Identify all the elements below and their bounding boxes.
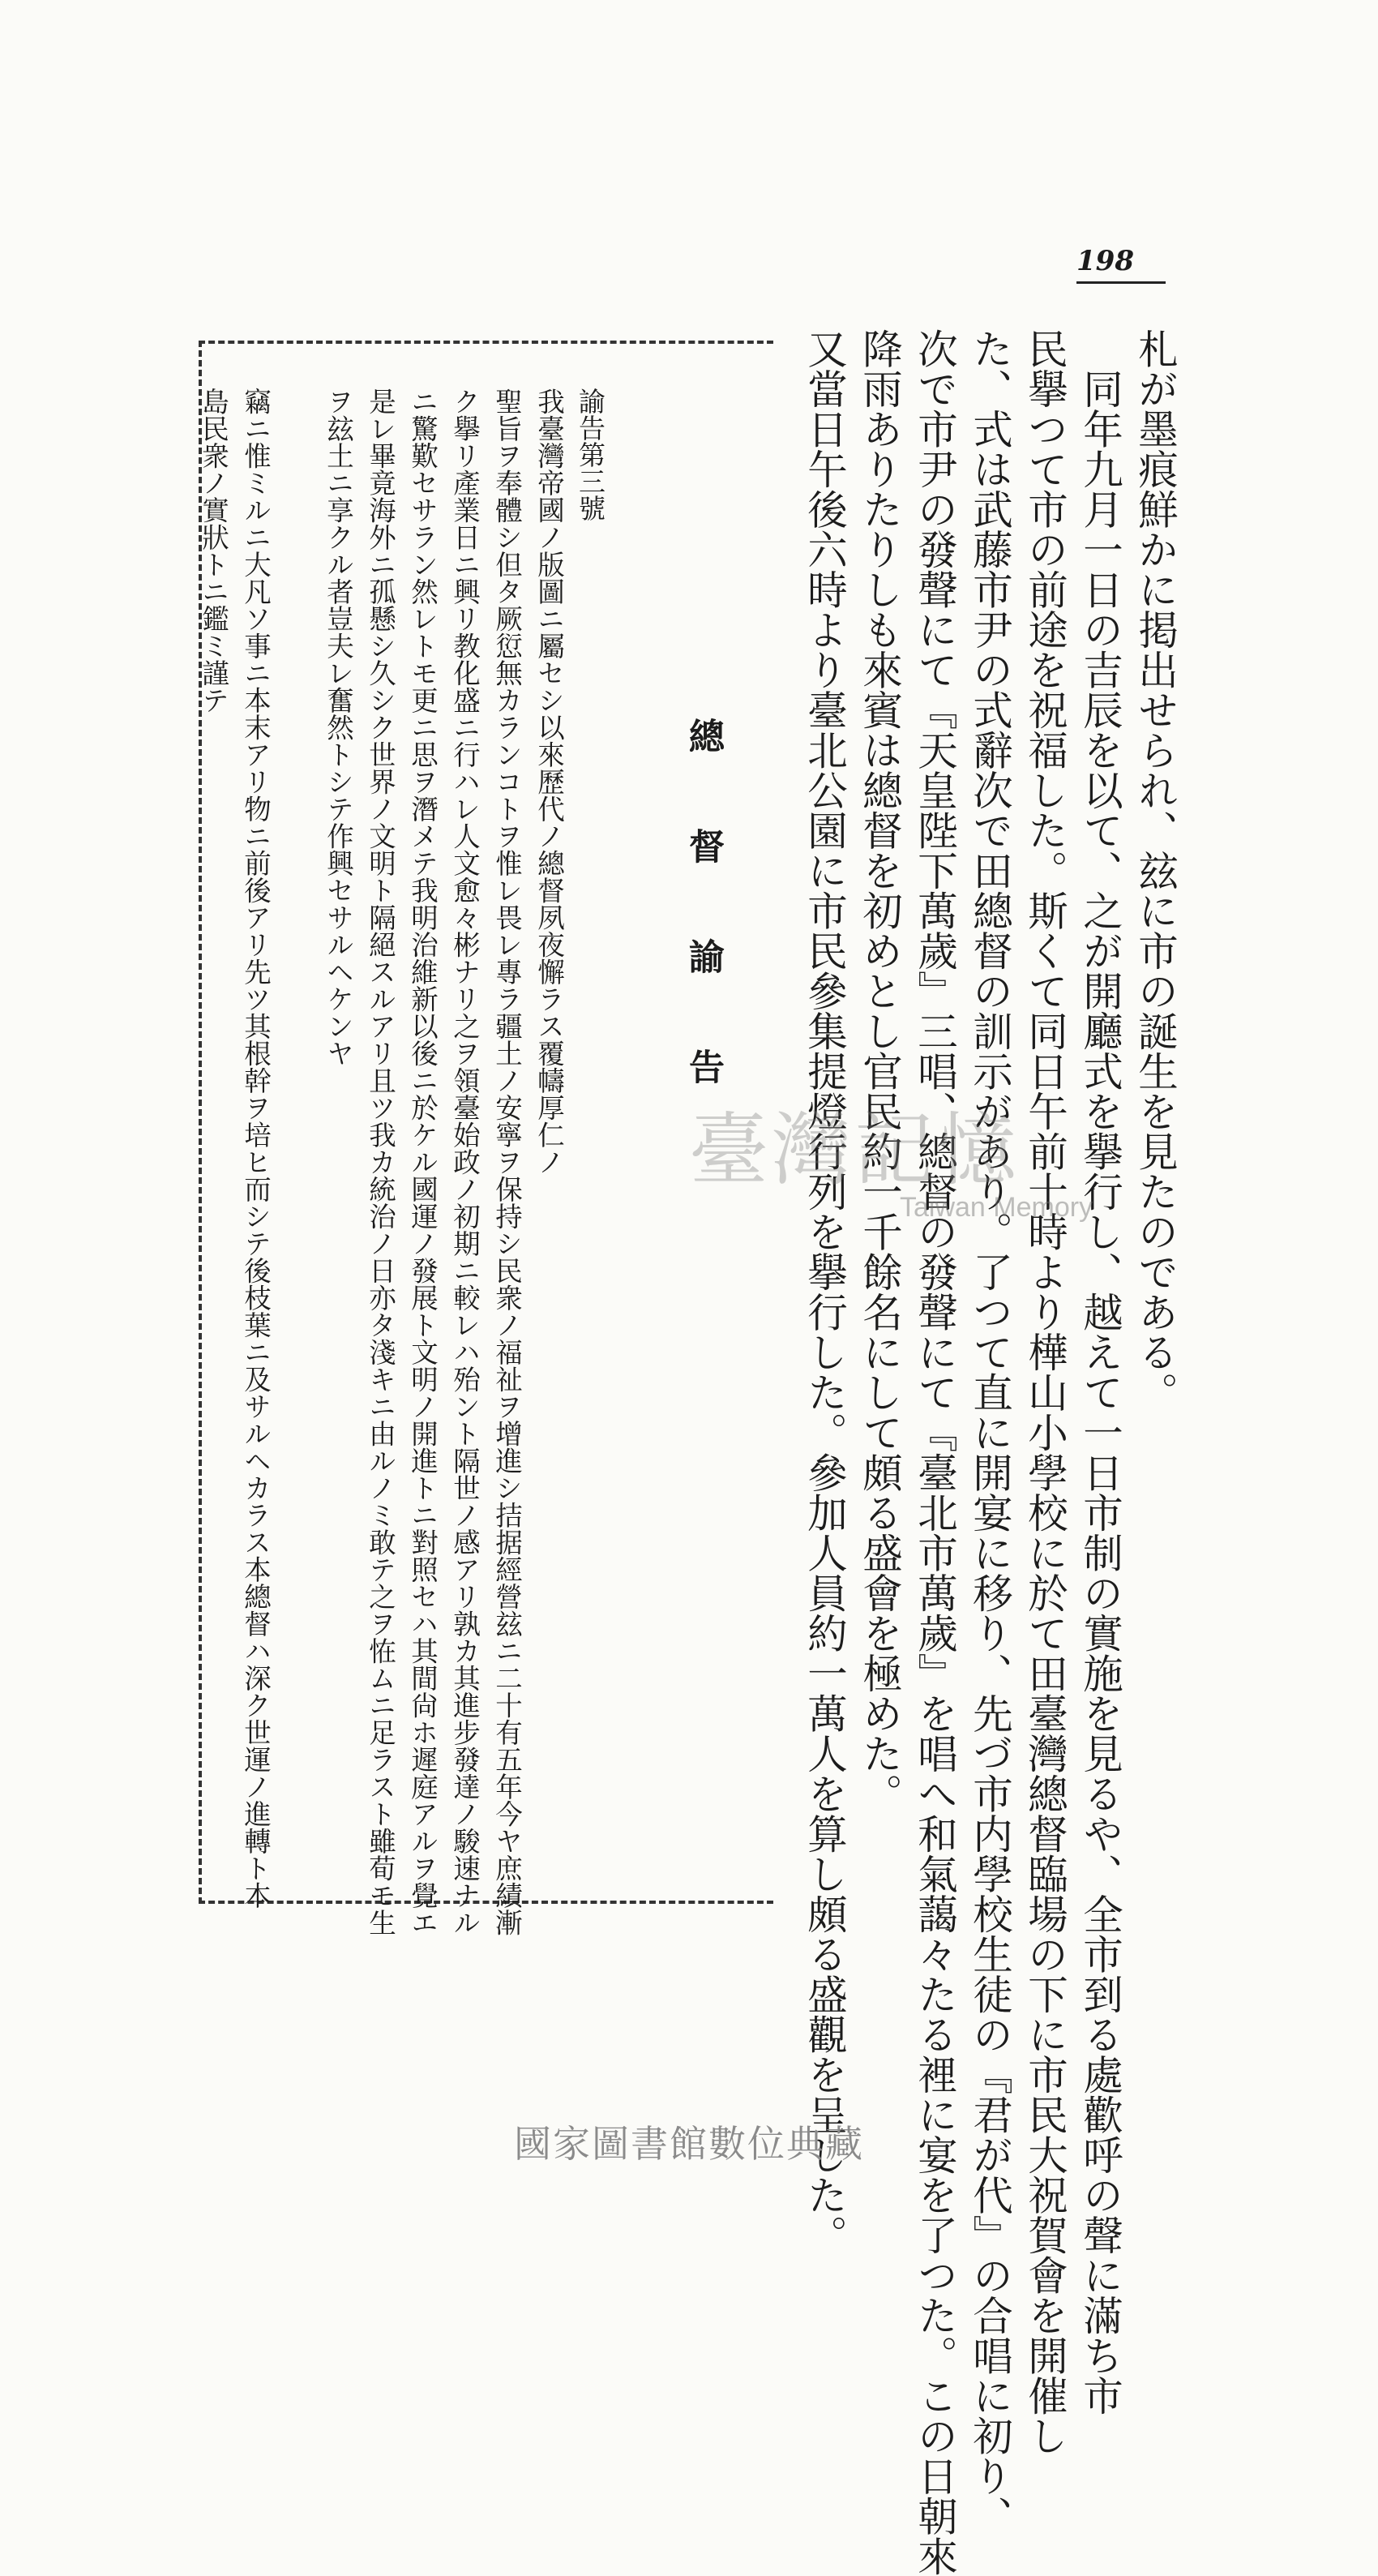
edict-line-5: 是レ畢竟海外ニ孤懸シ久シク世界ノ文明ト隔絕スルアリ且ツ我カ統治ノ日亦タ淺キニ由ルノミ敢テ之ヲ恠ムニ足ラスト雖荀モ生 (364, 388, 396, 1936)
page-number: 198 (1076, 245, 1134, 277)
footer-archive-label: 國家圖書館數位典藏 (514, 2122, 864, 2166)
edict-line-7: 竊ニ惟ミルニ大凡ソ事ニ本末アリ物ニ前後アリ先ツ其根幹ヲ培ヒ而シテ後枝葉ニ及サルヘカラス本總督ハ深ク世運ノ進轉ト本 (239, 388, 272, 1909)
edict-line-2: 聖旨ヲ奉體シ但タ厥愆無カランコトヲ惟レ畏レ專ラ疆土ノ安寧ヲ保持シ民衆ノ福祉ヲ增進シ拮据經營玆ニ二十有五年今ヤ庶績漸 (490, 388, 523, 1936)
edict-line-3: ク擧リ產業日ニ興リ教化盛ニ行ハレ人文愈々彬ナリ之ヲ領臺始政ノ初期ニ較レハ殆ント隔世ノ感アリ孰カ其進步發達ノ駿速ナル (448, 388, 481, 1936)
body-line-3: 民擧つて市の前途を祝福した。斯くて同日午前十時より樺山小學校に於て田臺灣總督臨場の下に市民大祝賀會を開催し (1021, 328, 1069, 2456)
edict-line-1: 我臺灣帝國ノ版圖ニ屬セシ以來歷代ノ總督夙夜懈ラス覆幬厚仁ノ (533, 388, 565, 1176)
edict-number: 諭告第三號 (575, 388, 606, 521)
body-line-5: 次で市尹の發聲にて『天皇陛下萬歲』三唱、總督の發聲にて『臺北市萬歲』を唱へ和氣藹々たる裡に宴を了つた。この日朝來 (911, 328, 959, 2576)
watermark-logo: 臺灣記憶 (689, 1104, 1021, 1197)
body-line-1: 札が墨痕鮮かに掲出せられ、玆に市の誕生を見たのである。 (1132, 328, 1179, 1412)
edict-line-6: ヲ玆土ニ享クル者豈夫レ奮然トシテ作興セサルヘケンヤ (322, 388, 354, 1067)
page-number-rule (1076, 281, 1166, 284)
body-line-6: 降雨ありたりしも來賓は總督を初めとし官民約一千餘名にして頗る盛會を極めた。 (856, 328, 904, 1814)
watermark-subtitle: Taiwan Memory (900, 1192, 1093, 1223)
body-line-2: 同年九月一日の吉辰を以て、之が開廳式を擧行し、越えて一日市制の實施を見るや、全市到る處歡呼の聲に滿ち市 (1076, 328, 1124, 2415)
edict-title: 總督諭告 (683, 718, 724, 1159)
body-line-7: 又當日午後六時より臺北公園に市民參集提燈行列を擧行した。參加人員約一萬人を算し頗る盛觀を呈した。 (801, 328, 849, 2255)
edict-line-4: ニ驚歎セサラン然レトモ更ニ思ヲ潛メテ我明治維新以後ニ於ケル國運ノ發展ト文明ノ開進トニ對照セハ其間尙ホ遲庭アルヲ覺エ (406, 388, 439, 1936)
body-line-4: た、式は武藤市尹の式辭次で田總督の訓示があり。了つて直に開宴に移り、先づ市内學校生徒の『君が代』の合唱に初り、 (966, 328, 1014, 2536)
edict-line-8: 島民衆ノ實狀トニ鑑ミ謹テ (197, 388, 229, 714)
